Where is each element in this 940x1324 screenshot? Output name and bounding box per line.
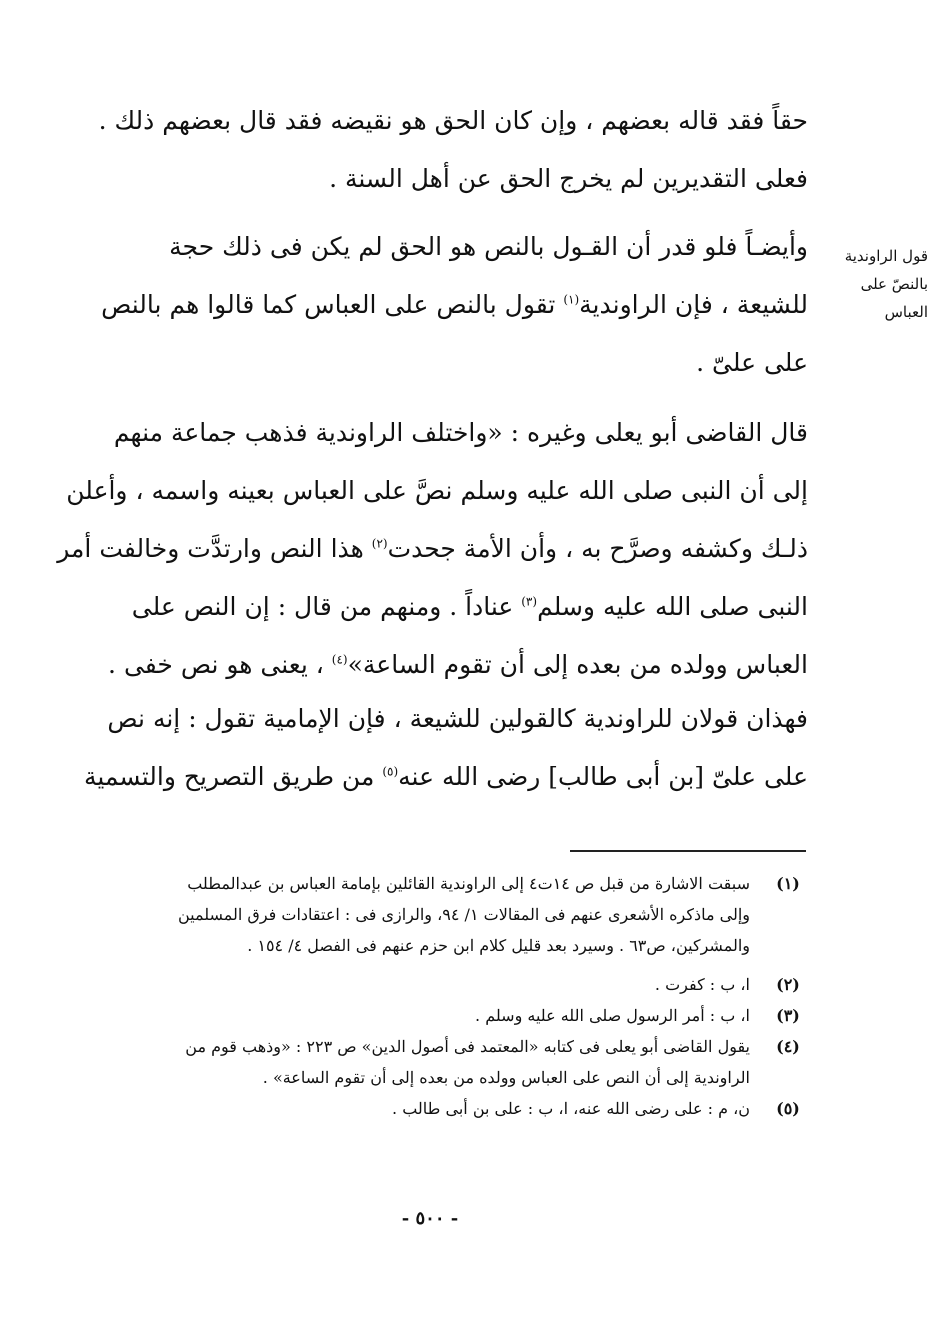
text-line: وأيضـاً فلو قدر أن القـول بالنص هو الحق لم يكن فى ذلك حجة bbox=[169, 232, 808, 261]
footnote-line: ن، م : على رضى الله عنه، ا، ب : على بن أبى طالب . bbox=[392, 1099, 750, 1118]
footnote-4 bbox=[108, 1031, 808, 1093]
text-segment: هذا النص وارتدَّت وخالفت أمر bbox=[57, 534, 364, 563]
footnote-line: ا، ب : أمر الرسول صلى الله عليه وسلم . bbox=[475, 1006, 750, 1025]
footnote-number: (٥) bbox=[776, 1099, 800, 1118]
footnote-number: (١) bbox=[776, 874, 800, 893]
text-segment: ذلـك وكشفه وصرَّح به ، وأن الأمة جحدت bbox=[387, 534, 808, 563]
margin-note-line: بالنصّ على bbox=[860, 275, 928, 293]
text-line: على علىّ . bbox=[696, 348, 808, 377]
text-line bbox=[57, 520, 808, 578]
text-segment: النبى صلى الله عليه وسلم bbox=[537, 592, 808, 621]
footnote-3 bbox=[108, 1000, 808, 1031]
text-line bbox=[101, 276, 808, 334]
margin-note bbox=[818, 242, 928, 326]
footnote-separator bbox=[570, 850, 806, 852]
footnote-line: سبقت الاشارة من قبل ص ١٤ت٤ إلى الراوندية القائلين بإمامة العباس بن عبدالمطلب bbox=[187, 874, 750, 893]
paragraph-2 bbox=[101, 218, 808, 392]
footnote-number: (٣) bbox=[776, 1006, 800, 1025]
text-segment: من طريق التصريح والتسمية bbox=[84, 762, 375, 791]
footnote-line: الراوندية إلى أن النص على العباس وولده من بعده إلى أن تقوم الساعة» . bbox=[262, 1068, 750, 1087]
footnote-line: ا، ب : كفرت . bbox=[654, 975, 750, 994]
text-segment: ، يعنى هو نص خفى . bbox=[108, 650, 324, 679]
footnote-ref-3[interactable]: (٣) bbox=[521, 594, 538, 609]
text-segment: تقول بالنص على العباس كما قالوا هم بالنص bbox=[101, 290, 556, 319]
text-segment: للشيعة ، فإن الراوندية bbox=[579, 290, 808, 319]
footnote-line: يقول القاضى أبو يعلى فى كتابه «المعتمد فى أصول الدين» ص ٢٢٣ : «وذهب قوم من bbox=[185, 1037, 750, 1056]
footnote-number: (٢) bbox=[776, 975, 800, 994]
text-line bbox=[84, 748, 808, 806]
page-number: - ٥٠٠ - bbox=[401, 1208, 459, 1229]
text-line: قال القاضى أبو يعلى وغيره : «واختلف الراوندية فذهب جماعة منهم bbox=[113, 418, 808, 447]
footnote-ref-5[interactable]: (٥) bbox=[382, 764, 399, 779]
text-line bbox=[108, 636, 808, 694]
text-line: فعلى التقديرين لم يخرج الحق عن أهل السنة . bbox=[329, 164, 808, 193]
text-line: إلى أن النبى صلى الله عليه وسلم نصَّ على العباس بعينه واسمه ، وأعلن bbox=[66, 476, 808, 505]
text-line: حقاً فقد قاله بعضهم ، وإن كان الحق هو نقيضه فقد قال بعضهم ذلك . bbox=[98, 106, 808, 135]
footnotes bbox=[108, 868, 808, 1124]
text-segment: على علىّ [بن أبى طالب] رضى الله عنه bbox=[398, 762, 808, 791]
margin-note-line: العباس bbox=[884, 303, 928, 321]
paragraph-4 bbox=[84, 690, 808, 806]
text-line bbox=[108, 578, 808, 636]
text-segment: عناداً . ومنهم من قال : إن النص على bbox=[131, 592, 514, 621]
margin-note-line: قول الراوندية bbox=[844, 247, 928, 265]
paragraph-3 bbox=[57, 404, 808, 694]
text-segment: العباس وولده من بعده إلى أن تقوم الساعة» bbox=[347, 650, 808, 679]
footnote-ref-4[interactable]: (٤) bbox=[331, 652, 348, 667]
footnote-1 bbox=[108, 868, 808, 961]
footnote-2 bbox=[108, 969, 808, 1000]
footnote-ref-1[interactable]: (١) bbox=[563, 292, 580, 307]
footnote-line: والمشركين، ص٦٣ . وسيرد بعد قليل كلام ابن حزم عنهم فى الفصل ٤/ ١٥٤ . bbox=[247, 936, 750, 955]
paragraph-1 bbox=[98, 92, 808, 208]
footnote-number: (٤) bbox=[776, 1037, 800, 1056]
footnote-5 bbox=[108, 1093, 808, 1124]
footnote-ref-2[interactable]: (٢) bbox=[371, 536, 388, 551]
footnote-line: وإلى ماذكره الأشعرى عنهم فى المقالات ١/ ٩٤، والرازى فى : اعتقادات فرق المسلمين bbox=[177, 905, 750, 924]
text-line: فهذان قولان للراوندية كالقولين للشيعة ، فإن الإمامية تقول : إنه نص bbox=[107, 704, 808, 733]
